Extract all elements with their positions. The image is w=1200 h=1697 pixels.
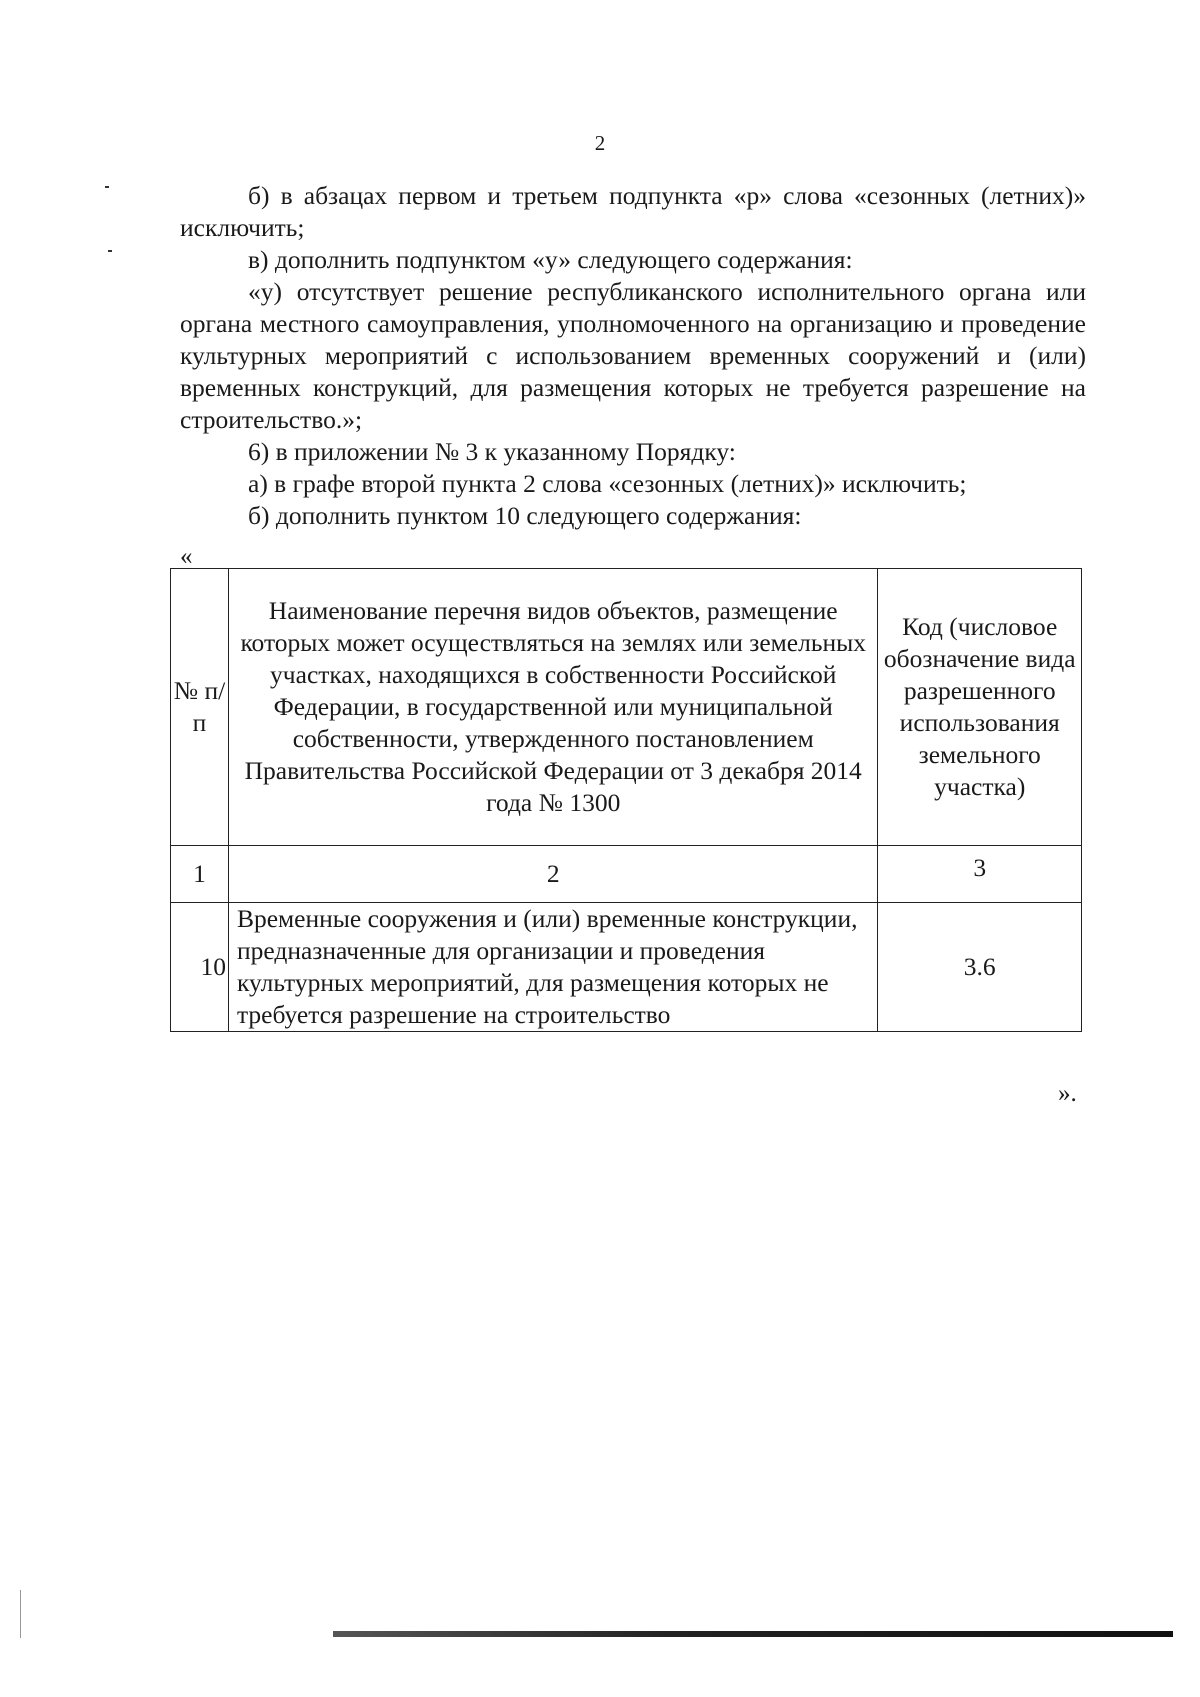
scan-bottom-line xyxy=(333,1631,1173,1637)
index-num-cell: 1 xyxy=(171,846,229,903)
paragraph: б) дополнить пунктом 10 следующего содержания: xyxy=(248,501,802,530)
paragraph: «у) отсутствует решение республиканского исполнительного органа или органа местного самоуправления, уполномоченного на организацию и проведение культурных мероприятий с использованием временных сооружений и (или) временных конструкций, для размещения которых не требуется разрешение на строительство.»; xyxy=(180,277,1086,434)
row-name-cell: Временные сооружения и (или) временные конструкции, предназначенные для организации и проведения культурных мероприятий, для размещения которых не требуется разрешение на строительство xyxy=(228,903,878,1032)
index-code-cell: 3 xyxy=(878,846,1082,903)
document-body xyxy=(180,180,1086,532)
paragraph: в) дополнить подпунктом «у» следующего содержания: xyxy=(248,245,853,274)
table-column-index-row xyxy=(171,846,1082,903)
objects-table xyxy=(170,568,1082,1032)
table-header-row xyxy=(171,569,1082,846)
table-close-quote: ». xyxy=(1058,1080,1077,1107)
header-num-cell: № п/п xyxy=(171,569,229,846)
paragraph: а) в графе второй пункта 2 слова «сезонных (летних)» исключить; xyxy=(248,469,967,498)
index-name-cell: 2 xyxy=(228,846,878,903)
scan-mark xyxy=(108,250,112,252)
row-num-cell: 10 xyxy=(171,903,229,1032)
header-name-cell: Наименование перечня видов объектов, размещение которых может осуществляться на землях или земельных участках, находящихся в собственности Российской Федерации, в государственной или муниципальной собственности, утвержденного постановлением Правительства Российской Федерации от 3 декабря 2014 года № 1300 xyxy=(228,569,878,846)
row-code-cell: 3.6 xyxy=(878,903,1082,1032)
header-code-cell: Код (числовое обозначение вида разрешенного использования земельного участка) xyxy=(878,569,1082,846)
scan-mark xyxy=(105,186,109,188)
paragraph: б) в абзацах первом и третьем подпункта «р» слова «сезонных (летних)» исключить; xyxy=(180,181,1086,242)
page-number: 2 xyxy=(594,131,606,155)
table-row xyxy=(171,903,1082,1032)
scan-edge-line xyxy=(20,1590,21,1638)
table-open-quote: « xyxy=(180,543,193,570)
paragraph: 6) в приложении № 3 к указанному Порядку: xyxy=(248,437,736,466)
